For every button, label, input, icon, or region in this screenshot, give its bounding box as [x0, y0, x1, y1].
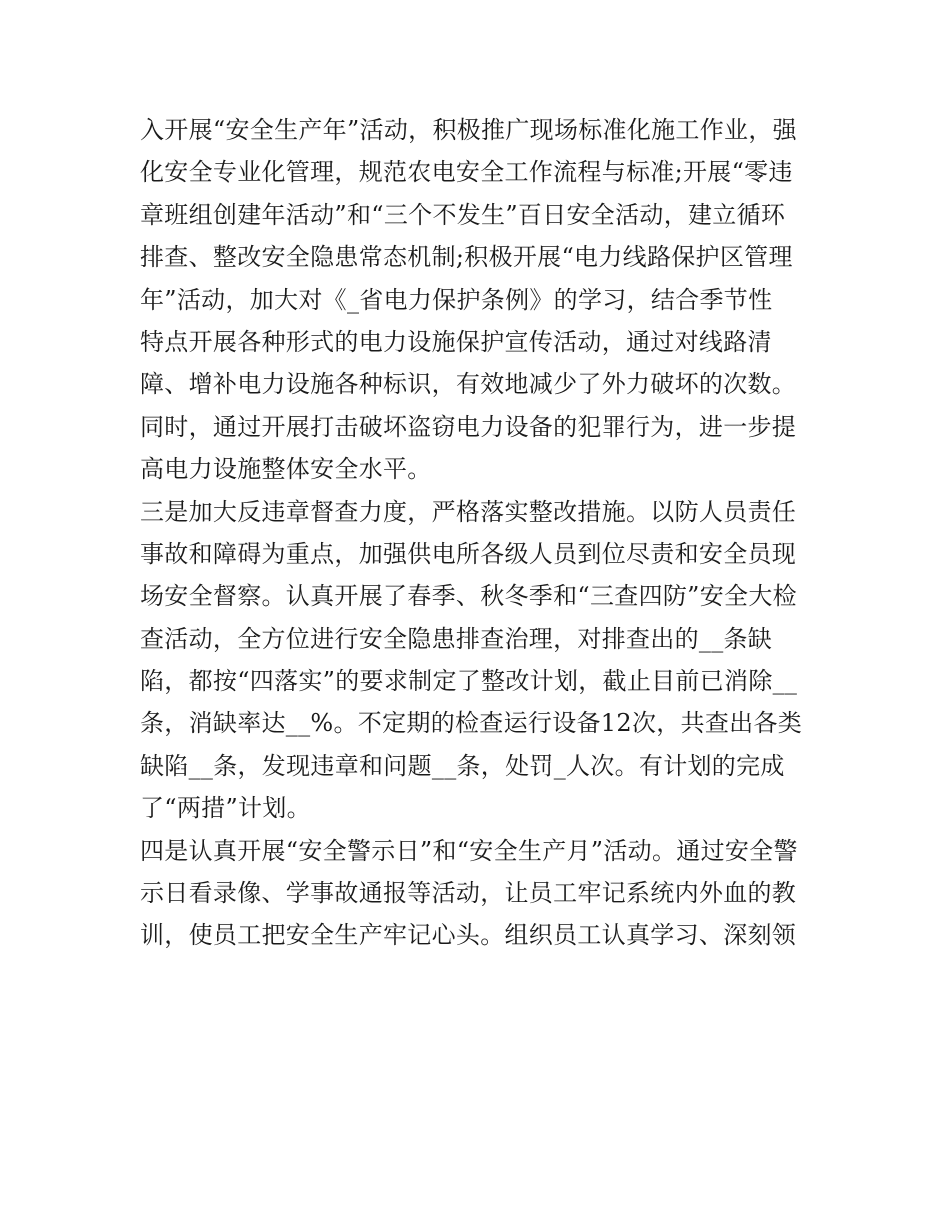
- text-line: 同时，通过开展打击破坏盗窃电力设备的犯罪行为，进一步提: [140, 412, 797, 441]
- text-line: 高电力设施整体安全水平。: [140, 455, 432, 484]
- text-line: 条，消缺率达__%。不定期的检查运行设备12次，共查出各类: [140, 709, 803, 738]
- text-line: 障、增补电力设施各种标识，有效地减少了外力破坏的次数。: [140, 370, 797, 399]
- text-line: 入开展“安全生产年”活动，积极推广现场标准化施工作业，强: [140, 116, 797, 144]
- text-line: 四是认真开展“安全警示日”和“安全生产月”活动。通过安全警: [140, 836, 798, 865]
- text-line: 了“两措”计划。: [140, 794, 311, 823]
- text-line: 场安全督察。认真开展了春季、秋冬季和“三查四防”安全大检: [140, 582, 797, 611]
- text-line: 特点开展各种形式的电力设施保护宣传活动，通过对线路清: [140, 327, 772, 356]
- text-line: 化安全专业化管理，规范农电安全工作流程与标准;开展“零违: [140, 158, 793, 187]
- text-line: 缺陷__条，发现违章和问题__条，处罚_人次。有计划的完成: [140, 751, 785, 780]
- text-line: 年”活动，加大对《_省电力保护条例》的学习，结合季节性: [140, 285, 773, 314]
- text-line: 查活动，全方位进行安全隐患排查治理，对排查出的__条缺: [140, 624, 773, 653]
- text-line: 三是加大反违章督查力度，严格落实整改措施。以防人员责任: [140, 497, 797, 526]
- text-line: 示日看录像、学事故通报等活动，让员工牢记系统内外血的教: [140, 879, 797, 908]
- text-line: 章班组创建年活动”和“三个不发生”百日安全活动，建立循环: [140, 200, 786, 229]
- body-text: [140, 109, 830, 957]
- text-line: 排查、整改安全隐患常态机制;积极开展“电力线路保护区管理: [140, 243, 793, 272]
- text-line: 陷，都按“四落实”的要求制定了整改计划，截止目前已消除__: [140, 667, 798, 696]
- text-line: 训，使员工把安全生产牢记心头。组织员工认真学习、深刻领: [140, 921, 797, 950]
- text-line: 事故和障碍为重点，加强供电所各级人员到位尽责和安全员现: [140, 539, 797, 568]
